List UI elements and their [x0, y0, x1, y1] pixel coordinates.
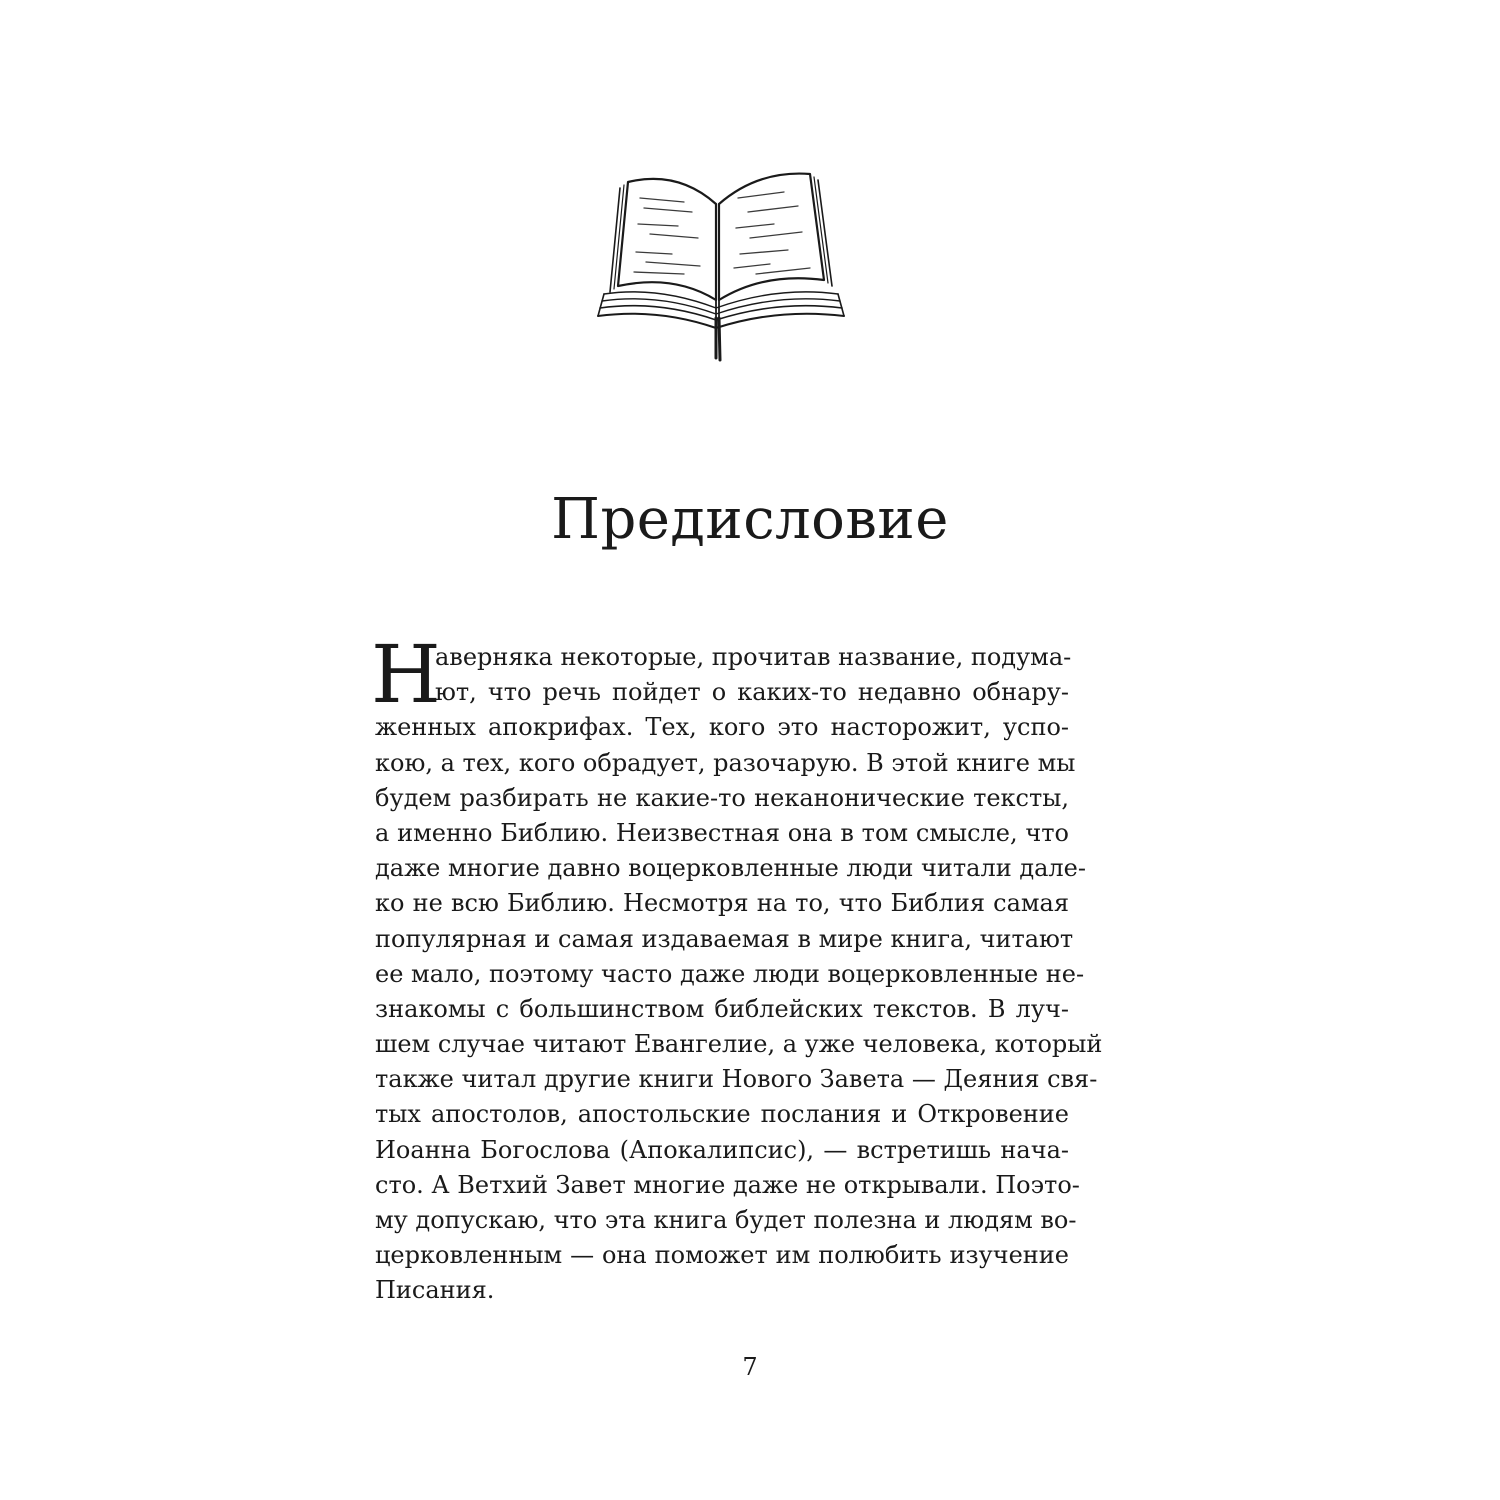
text-line: а именно Библию. Неизвестная она в том смысле, что [375, 818, 1069, 847]
text-line: даже многие давно воцерковленные люди читали дале- [375, 854, 1086, 883]
text-line: тых апостолов, апостольские послания и Откровение [375, 1100, 1069, 1129]
text-line: ко не всю Библию. Несмотря на то, что Библия самая [375, 889, 1069, 918]
text-line: также читал другие книги Нового Завета — Деяния свя- [375, 1065, 1098, 1094]
page-number: 7 [742, 1353, 758, 1381]
text-line: будем разбирать не какие-то неканонические тексты, [375, 783, 1069, 812]
text-line: Иоанна Богослова (Апокалипсис), — встретишь нача- [375, 1135, 1069, 1164]
text-line: Писания. [375, 1276, 495, 1305]
text-line: ют, что речь пойдет о каких-то недавно обнару- [435, 678, 1069, 707]
text-line: ее мало, поэтому часто даже люди воцерковленные не- [375, 959, 1085, 988]
text-line: знакомы с большинством библейских текстов. В луч- [375, 994, 1069, 1023]
text-line: церковленным — она поможет им полюбить изучение [375, 1241, 1069, 1270]
text-line: женных апокрифах. Тех, кого это насторожит, успо- [375, 713, 1069, 742]
text-line: сто. А Ветхий Завет многие даже не открывали. Поэто- [375, 1170, 1080, 1199]
body-paragraph [375, 640, 1103, 1309]
text-line: шем случае читают Евангелие, а уже человека, который [375, 1030, 1103, 1059]
text-line: кою, а тех, кого обрадует, разочарую. В этой книге мы [375, 748, 1076, 777]
text-line: му допускаю, что эта книга будет полезна и людям во- [375, 1206, 1077, 1234]
text-line: популярная и самая издаваемая в мире книга, читают [375, 924, 1074, 953]
open-book-icon [588, 168, 852, 364]
text-line: аверняка некоторые, прочитав название, подума- [435, 643, 1072, 671]
drop-cap: Н [371, 628, 441, 721]
chapter-title: Предисловие [551, 487, 949, 552]
